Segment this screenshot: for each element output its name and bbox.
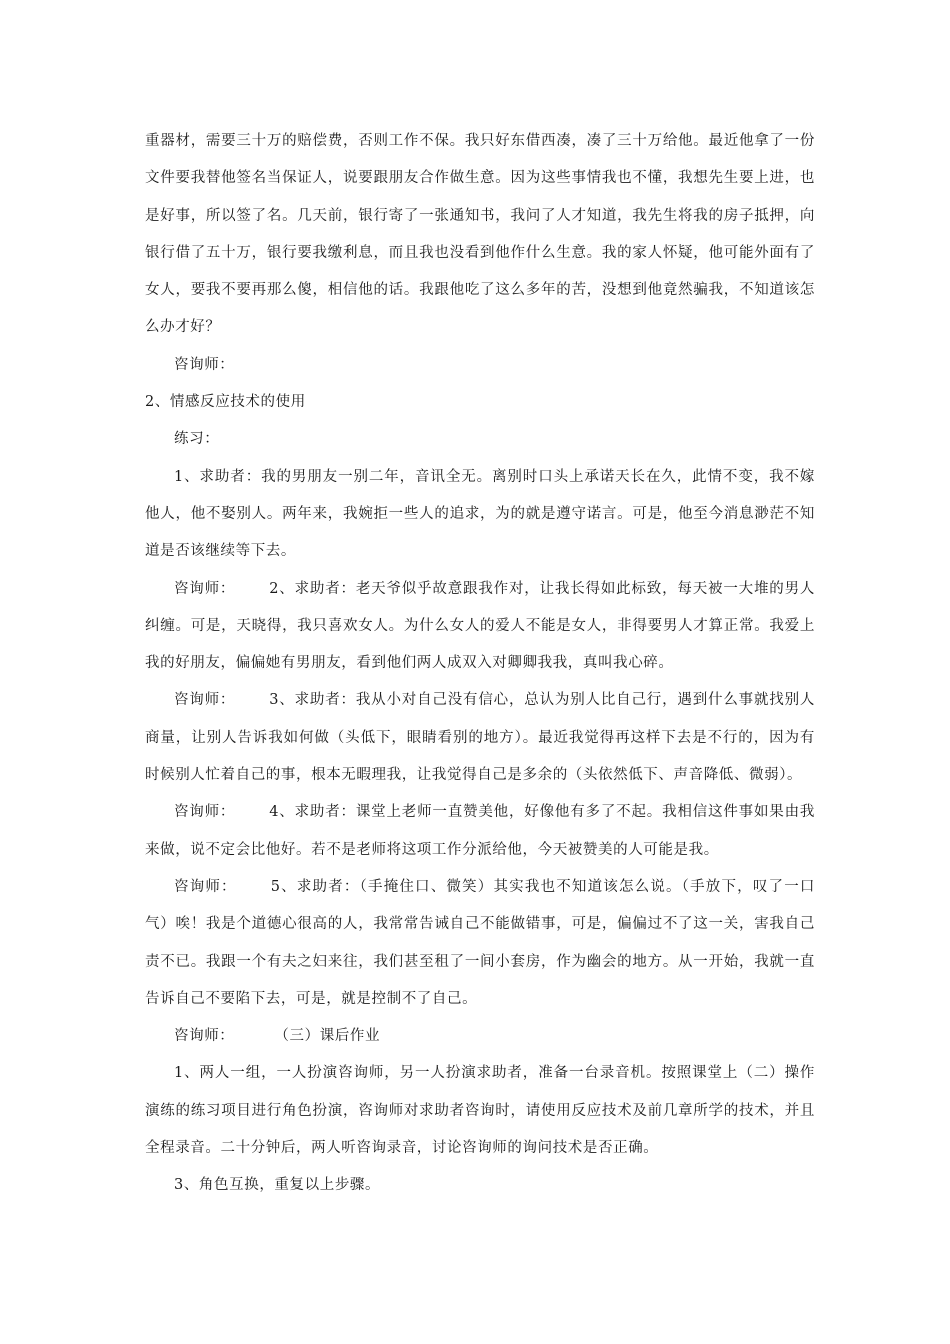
document-body <box>145 123 815 1205</box>
exercise-label: 练习： <box>174 431 220 448</box>
section-heading: 2、情感反应技术的使用 <box>145 394 306 411</box>
client-statement: 4、求助者：课堂上老师一直赞美他，好像他有多了不起。我相信这件事如果由我来做，说不定会比他好。若不是老师将这项工作分派给他，今天被赞美的人可能是我。 <box>145 804 815 858</box>
counselor-prompt: 咨询师： <box>174 692 236 709</box>
client-statement: 2、求助者：老天爷似乎故意跟我作对，让我长得如此标致，每天被一大堆的男人纠缠。可是，天晓得，我只喜欢女人。为什么女人的爱人不能是女人，非得要男人才算正常。我爱上我的好朋友，偏偏她有男朋友，看到他们两人成双入对卿卿我我，真叫我心碎。 <box>145 580 815 672</box>
counselor-prompt: 咨询师： <box>174 804 236 821</box>
exercise-item-2 <box>145 571 815 683</box>
client-statement: 5、求助者：（手掩住口、微笑）其实我也不知道该怎么说。（手放下，叹了一口气）唉！我是个道德心很高的人，我常常告诫自己不能做错事，可是，偏偏过不了这一关，害我自己责不已。我跟一个有夫之妇来往，我们甚至租了一间小套房，作为幽会的地方。从一开始，我就一直告诉自己不要陷下去，可是，就是控制不了自己。 <box>145 878 816 1007</box>
client-statement: 3、求助者：我从小对自己没有信心，总认为别人比自己行，遇到什么事就找别人商量，让别人告诉我如何做（头低下，眼睛看别的地方）。最近我觉得再这样下去是不行的，因为有时候别人忙着自己的事，根本无暇理我，让我觉得自己是多余的（头依然低下、声音降低、微弱）。 <box>145 692 815 784</box>
exercise-item-5 <box>145 869 815 1018</box>
homework-item-3: 3、角色互换，重复以上步骤。 <box>174 1177 381 1194</box>
paragraph-case-story: 重器材，需要三十万的赔偿费，否则工作不保。我只好东借西凑，凑了三十万给他。最近他拿了一份文件要我替他签名当保证人，说要跟朋友合作做生意。因为这些事情我也不懂，我想先生要上进，也是好事，所以签了名。几天前，银行寄了一张通知书，我问了人才知道，我先生将我的房子抵押，向银行借了五十万，银行要我缴利息，而且我也没看到他作什么生意。我的家人怀疑，他可能外面有了女人，要我不要再那么傻，相信他的话。我跟他吃了这么多年的苦，没想到他竟然骗我，不知道该怎么办才好？ <box>145 133 815 336</box>
homework-heading: （三）课后作业 <box>274 1028 381 1045</box>
homework-heading-line <box>145 1018 815 1055</box>
exercise-item-3 <box>145 682 815 794</box>
homework-item-1: 1、两人一组，一人扮演咨询师，另一人扮演求助者，准备一台录音机。按照课堂上（二）操作演练的练习项目进行角色扮演，咨询师对求助者咨询时，请使用反应技术及前几章所学的技术，并且全程录音。二十分钟后，两人听咨询录音，讨论咨询师的询问技术是否正确。 <box>145 1065 815 1157</box>
counselor-prompt: 咨询师： <box>174 878 237 895</box>
counselor-prompt: 咨询师： <box>174 356 235 373</box>
exercise-item-4 <box>145 794 815 869</box>
counselor-prompt: 咨询师： <box>174 1028 235 1045</box>
exercise-item-1: 1、求助者：我的男朋友一别二年，音讯全无。离别时口头上承诺天长在久，此情不变，我不嫁他人，他不娶别人。两年来，我婉拒一些人的追求，为的就是遵守诺言。可是，他至今消息渺茫不知道是否该继续等下去。 <box>145 468 815 560</box>
counselor-prompt: 咨询师： <box>174 580 236 597</box>
